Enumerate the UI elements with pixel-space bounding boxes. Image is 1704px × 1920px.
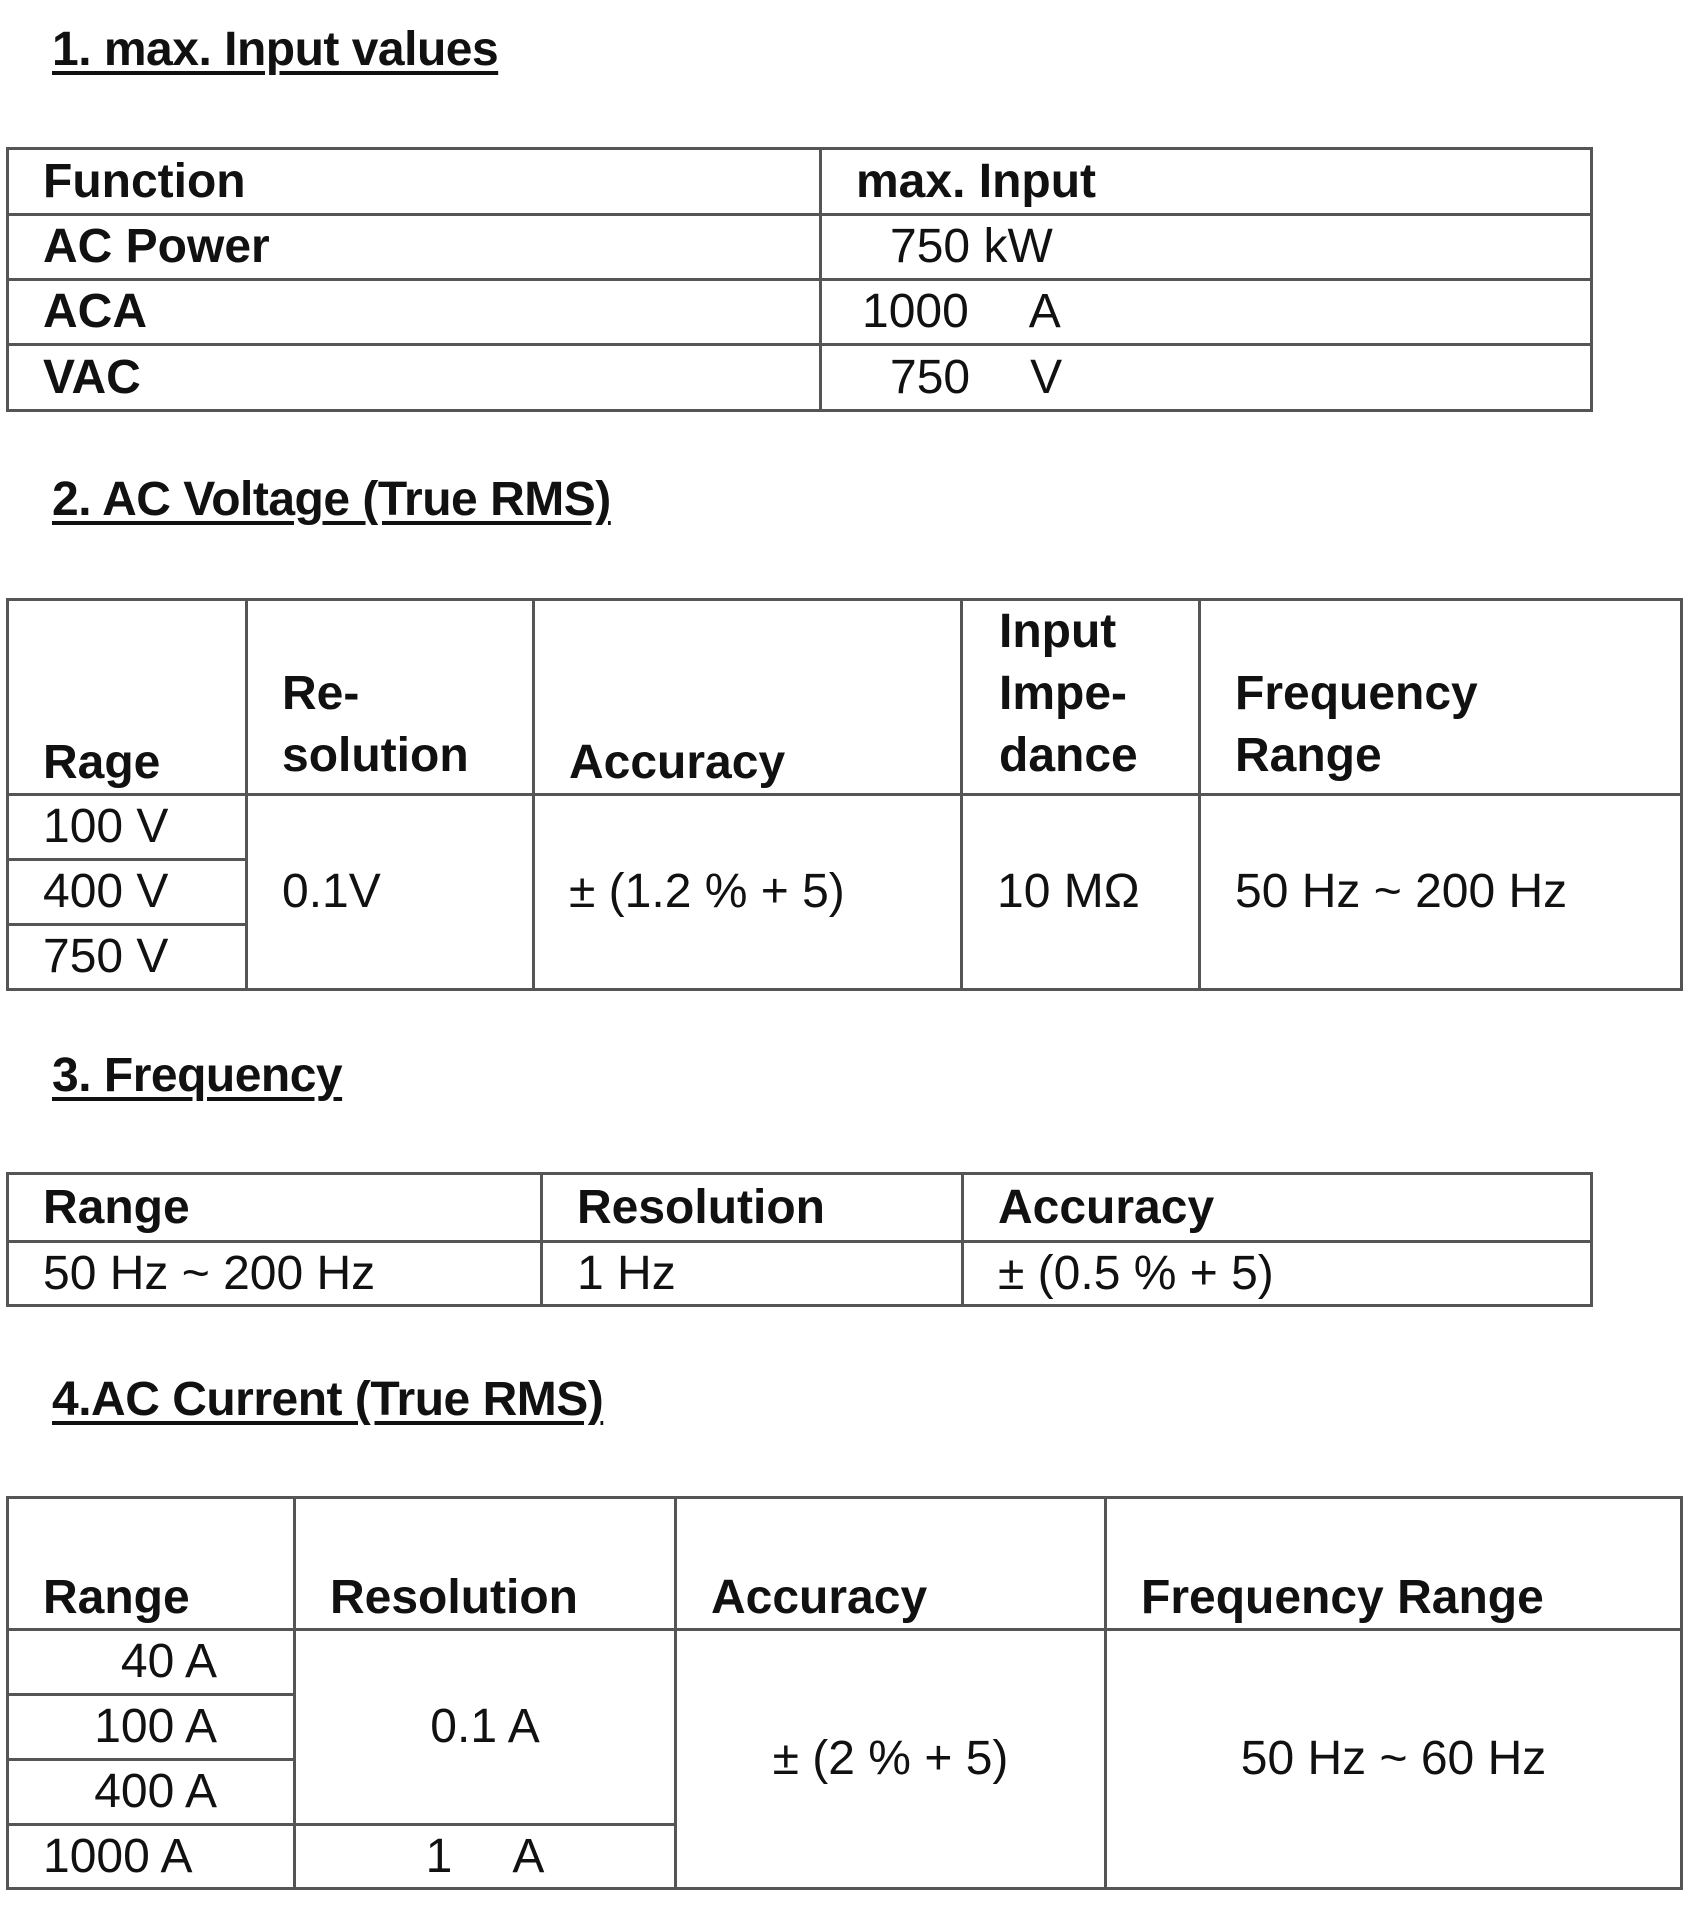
header-frequency-line2: Range <box>1235 729 1382 782</box>
range-cell: 750 V <box>8 925 247 990</box>
table-header-row <box>8 1174 1592 1242</box>
header-accuracy: Accuracy <box>534 600 962 795</box>
section-heading-max-input: 1. max. Input values <box>52 23 499 76</box>
table-row <box>8 795 1682 860</box>
range-cell: 40 A <box>8 1630 295 1695</box>
function-cell: AC Power <box>8 215 821 280</box>
ac-current-table <box>6 1496 1683 1890</box>
header-max-input: max. Input <box>821 149 1592 215</box>
header-impedance <box>962 600 1200 795</box>
header-frequency-range <box>1200 600 1682 795</box>
frequency-range-cell: 50 Hz ~ 200 Hz <box>1200 795 1682 990</box>
resolution-cell: 0.1V <box>247 795 534 990</box>
range-cell: 400 V <box>8 860 247 925</box>
section-heading-frequency: 3. Frequency <box>52 1049 343 1102</box>
header-impedance-line1: Input <box>999 605 1117 658</box>
table-header-row <box>8 1498 1682 1630</box>
table-row <box>8 345 1592 411</box>
ac-voltage-table <box>6 598 1683 991</box>
range-cell: 50 Hz ~ 200 Hz <box>8 1242 542 1306</box>
impedance-cell: 10 MΩ <box>962 795 1200 990</box>
header-accuracy: Accuracy <box>963 1174 1592 1242</box>
section-heading-ac-voltage: 2. AC Voltage (True RMS) <box>52 473 611 526</box>
frequency-table <box>6 1172 1593 1307</box>
header-accuracy: Accuracy <box>676 1498 1106 1630</box>
header-range: Range <box>8 1498 295 1630</box>
header-impedance-line2: Impe- <box>999 667 1128 720</box>
header-resolution: Resolution <box>295 1498 676 1630</box>
resolution-cell <box>295 1825 676 1889</box>
max-input-value: 1000 <box>862 285 969 338</box>
table-row <box>8 215 1592 280</box>
header-frequency-range: Frequency Range <box>1106 1498 1682 1630</box>
header-resolution-line2: solution <box>282 729 469 782</box>
section-heading-ac-current: 4.AC Current (True RMS) <box>52 1373 604 1426</box>
max-input-value: 750 <box>890 220 971 273</box>
table-row <box>8 1630 1682 1695</box>
range-cell: 1000 A <box>8 1825 295 1889</box>
max-input-cell <box>821 345 1592 411</box>
function-cell: ACA <box>8 280 821 345</box>
accuracy-cell: ± (0.5 % + 5) <box>963 1242 1592 1306</box>
header-range: Range <box>8 1174 542 1242</box>
range-cell: 400 A <box>8 1760 295 1825</box>
header-frequency-line1: Frequency <box>1235 667 1478 720</box>
header-impedance-line3: dance <box>999 729 1138 782</box>
resolution-cell: 0.1 A <box>295 1630 676 1825</box>
max-input-unit: kW <box>983 220 1053 273</box>
max-input-unit: V <box>1030 350 1063 404</box>
resolution-value: 1 <box>425 1829 453 1883</box>
frequency-range-cell: 50 Hz ~ 60 Hz <box>1106 1630 1682 1889</box>
max-input-table <box>6 147 1593 412</box>
max-input-unit: A <box>1028 285 1061 338</box>
table-row <box>8 280 1592 345</box>
max-input-cell <box>821 280 1592 345</box>
max-input-cell <box>821 215 1592 280</box>
accuracy-cell: ± (2 % + 5) <box>676 1630 1106 1889</box>
resolution-cell: 1 Hz <box>542 1242 963 1306</box>
header-resolution <box>247 600 534 795</box>
header-range: Rage <box>8 600 247 795</box>
range-cell: 100 A <box>8 1695 295 1760</box>
max-input-value: 750 <box>890 350 971 404</box>
table-row <box>8 1242 1592 1306</box>
header-function: Function <box>8 149 821 215</box>
table-header-row <box>8 600 1682 795</box>
header-resolution-line1: Re- <box>282 667 360 720</box>
header-resolution: Resolution <box>542 1174 963 1242</box>
table-header-row <box>8 149 1592 215</box>
function-cell: VAC <box>8 345 821 411</box>
resolution-unit: A <box>512 1829 545 1883</box>
accuracy-cell: ± (1.2 % + 5) <box>534 795 962 990</box>
range-cell: 100 V <box>8 795 247 860</box>
